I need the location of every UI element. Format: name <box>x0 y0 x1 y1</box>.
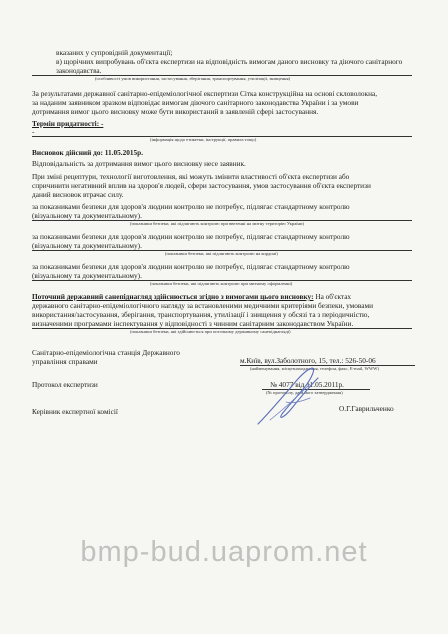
customs-control-line-1: за показниками безпеки для здоров'я людини контролю не потребує, підлягає стандартному контролю <box>32 262 350 271</box>
caption-customs-control: (показники безпеки, які підлягають контролю при митному оформленні) <box>150 281 293 286</box>
caption-usage-conditions: (особливості умов використання, застосування, зберігання, транспортування, утилізації, знищення) <box>95 76 291 81</box>
shelf-life-label: Термін придатності: - <box>32 119 104 128</box>
condition-line-b-end: вказаних у супровідній документації; <box>56 48 173 57</box>
conclusion-line-1: За результатами державної санітарно-епідеміологічної експертизи Сітка конструкційна на основі скловолокна, <box>32 89 378 98</box>
valid-until: Висновок дійсний до: 11.05.2015р. <box>32 148 144 157</box>
organization-line-1: Санітарно-епідеміологічна станція Державного <box>32 348 180 357</box>
customs-control-line-2: (візуальному та документальному). <box>32 271 142 280</box>
watermark: bmp-bud.uaprom.net <box>80 536 368 568</box>
organization-line-2: управління справами <box>32 357 98 366</box>
supervision-line-2: державного санітарно-епідеміологічного нагляду за встановленими медичними критеріями безпеки, умовами <box>32 301 374 310</box>
change-clause-line-1: При зміні рецептури, технології виготовлення, які можуть змінити властивості об'єкта експертизи або <box>32 172 350 181</box>
responsibility-line: Відповідальність за дотримання вимог цього висновку несе заявник. <box>32 159 246 168</box>
change-clause-line-3: даний висновок втрачає силу. <box>32 190 124 199</box>
change-clause-line-2: спричинити негативний вплив на здоров'я людей, сфери застосування, умов застосування об'єкта експертизи <box>32 181 371 190</box>
signature-stroke-2 <box>270 384 310 420</box>
shelf-life-dash: - <box>32 127 35 136</box>
caption-label-info: (інформація щодо етикетки, інструкції, правила тощо) <box>150 137 257 142</box>
organization-address: м.Київ, вул.Заболотного, 15, тел.: 526-50-06 <box>240 356 376 365</box>
condition-line-c-end: законодавства. <box>56 66 102 75</box>
caption-border-control: (показники безпеки, які підлягають контролю на кордоні) <box>165 251 278 256</box>
conclusion-line-2: за наданим заявником зразком відповідає вимогам діючого санітарного законодавства України і за умови <box>32 98 359 107</box>
import-control-line-1: за показниками безпеки для здоров'я людини контролю не потребує, підлягає стандартному контролю <box>32 202 350 211</box>
supervision-line-3: використання/застосування, зберігання, транспортування, утилізації і знищення у обсязі та з періодичністю, <box>32 310 370 319</box>
import-control-line-2: (візуальному та документальному). <box>32 211 142 220</box>
caption-import-control: (показники безпеки, які підлягають контролю при ввезенні на митну територію України) <box>130 221 304 226</box>
caption-protocol: (№ протоколу, дата його затвердження) <box>266 390 343 395</box>
signature-stroke-1 <box>258 368 318 424</box>
condition-line-c: в) щорічних випробувань об'єкта експертизи на відповідність вимогам даного висновку та діючого санітарного <box>56 57 403 66</box>
commission-head-label: Керівник експертної комісії <box>32 407 118 416</box>
supervision-line-1-rest: На об'єктах <box>313 292 352 301</box>
border-control-line-2: (візуальному та документальному). <box>32 241 142 250</box>
supervision-heading: Поточний державний санепіднагляд здійснюється згідно з вимогами цього висновку: <box>32 292 314 301</box>
supervision-line-1 <box>32 292 351 301</box>
commission-head-name: О.Г.Гаврильченко <box>339 404 394 413</box>
protocol-label: Протокол експертизи <box>32 380 98 389</box>
border-control-line-1: за показниками безпеки для здоров'я людини контролю не потребує, підлягає стандартному контролю <box>32 232 350 241</box>
supervision-line-4: визначеними програмами інспектування у відповідності з чинним санітарним законодавством України. <box>32 319 354 328</box>
conclusion-line-3: дотримання вимог цього висновку може бути використаний в заявленій сфері застосування. <box>32 107 319 116</box>
protocol-number: № 4077 від 11.05.2011р. <box>270 380 344 389</box>
handwritten-signature <box>252 362 327 432</box>
caption-address: (найменування, місцезнаходження, телефон, факс, E-mail, WWW) <box>250 366 380 371</box>
caption-supervision: (показники безпеки, які здійснюється при поточному державному санепіднагляді) <box>130 329 291 334</box>
